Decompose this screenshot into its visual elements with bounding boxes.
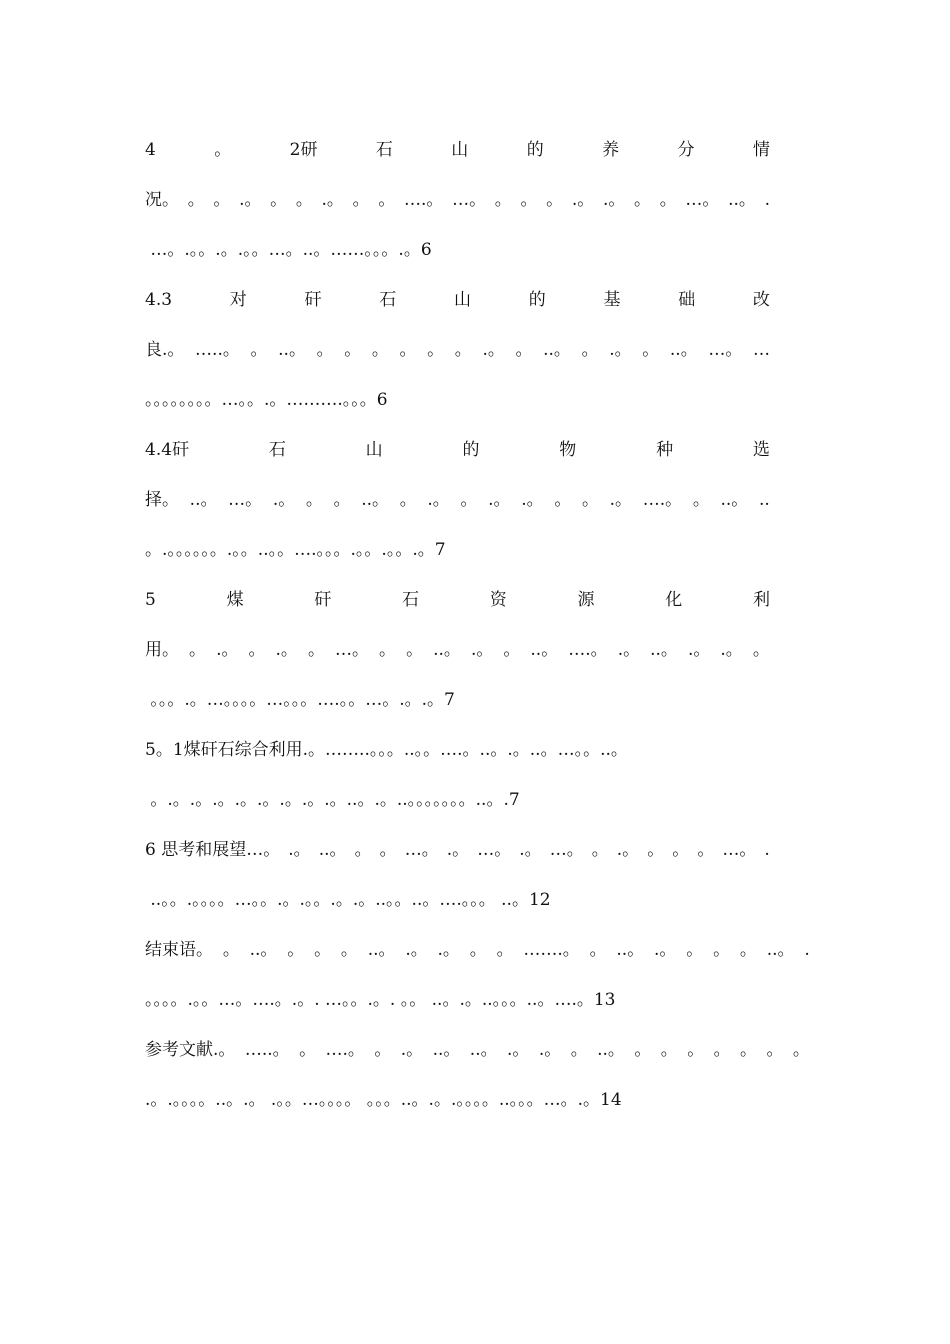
- toc-entry-4-2-line-2-seg-11: 。: [494, 190, 512, 210]
- toc-entry-4-3-line-2: [145, 336, 770, 386]
- toc-entry-5-line-2-seg-4: .。: [275, 640, 298, 660]
- toc-entry-4-2-line-1: [145, 136, 770, 186]
- toc-entry-5-line-2-seg-15: ..。: [650, 640, 678, 660]
- toc-entry-4-2-line-2-seg-20: .: [764, 190, 770, 210]
- table-of-contents: [145, 136, 810, 1136]
- toc-entry-4-2-line-2-seg-0: 况。: [145, 190, 179, 210]
- toc-entry-4-3-line-1-seg-0: 4.3: [145, 290, 173, 310]
- toc-entry-6-line-1-seg-11: .。: [616, 840, 640, 860]
- toc-entry-4-3-line-2-seg-12: ..。: [543, 340, 571, 360]
- toc-entry-conclusion-line-1-seg-12: 。: [589, 940, 607, 960]
- toc-entry-4-4-line-1-seg-5: 种: [656, 440, 674, 460]
- toc-entry-4-3-line-2-seg-4: 。: [316, 340, 334, 360]
- toc-entry-4-4-line-2-seg-18: ..: [758, 490, 770, 510]
- toc-entry-6-line-1-seg-10: 。: [591, 840, 609, 860]
- toc-entry-4-2-line-1-seg-6: 养: [602, 140, 620, 160]
- toc-entry-6-line-1-seg-6: .。: [446, 840, 470, 860]
- toc-entry-conclusion-line-1-seg-4: 。: [314, 940, 332, 960]
- toc-entry-4-2-line-2-seg-8: 。: [378, 190, 396, 210]
- toc-entry-6-line-1-seg-1: .。: [288, 840, 311, 860]
- toc-entry-conclusion-line-1-seg-9: 。: [469, 940, 487, 960]
- toc-entry-4-4-line-2-seg-0: 择。: [145, 490, 179, 510]
- toc-entry-6-line-1: [145, 836, 770, 886]
- toc-entry-4-3-line-2-seg-2: 。: [250, 340, 268, 360]
- toc-entry-conclusion-line-1-seg-5: 。: [340, 940, 358, 960]
- toc-entry-6-line-1-seg-2: ..。: [318, 840, 347, 860]
- toc-entry-4-3-line-2-seg-11: 。: [515, 340, 533, 360]
- toc-entry-4-4-line-2-seg-6: ..。: [361, 490, 390, 510]
- toc-entry-4-4-line-2-seg-4: 。: [305, 490, 323, 510]
- toc-entry-5-line-2-seg-9: ..。: [433, 640, 461, 660]
- toc-entry-4-3-line-2-seg-8: 。: [427, 340, 445, 360]
- toc-entry-4-4-line-1-seg-1: 石: [268, 440, 286, 460]
- toc-entry-references-line-1-seg-6: ..。: [432, 1040, 461, 1060]
- toc-entry-4-3-line-1-seg-5: 的: [528, 290, 546, 310]
- toc-entry-4-4-line-3: 。.。。。。。。.。。..。。….。。。.。。.。。.。7: [145, 540, 446, 560]
- toc-entry-4-4-line-2-seg-17: ..。: [720, 490, 749, 510]
- toc-entry-references-line-1-seg-14: 。: [687, 1040, 705, 1060]
- toc-entry-4-2-line-2-seg-19: ..。: [728, 190, 756, 210]
- toc-entry-5-line-2-seg-11: 。: [503, 640, 521, 660]
- toc-entry-references-line-1-seg-12: 。: [634, 1040, 652, 1060]
- toc-entry-4-2-line-1-seg-3: 石: [375, 140, 393, 160]
- toc-entry-4-3-line-1-seg-7: 础: [678, 290, 696, 310]
- toc-entry-4-2-line-3: …。.。。.。.。。…。..。……。。。.。6: [145, 240, 432, 260]
- toc-entry-4-4-line-2-seg-13: 。: [581, 490, 599, 510]
- toc-entry-6-line-1-seg-13: 。: [672, 840, 690, 860]
- toc-entry-4-2-line-2-seg-3: .。: [239, 190, 262, 210]
- toc-entry-references-line-1-seg-7: ..。: [469, 1040, 498, 1060]
- toc-entry-4-2-line-2-seg-12: 。: [520, 190, 538, 210]
- toc-entry-5-line-2-seg-3: 。: [248, 640, 266, 660]
- toc-entry-conclusion-line-1-seg-17: 。: [739, 940, 757, 960]
- toc-entry-4-4-line-2-seg-2: …。: [228, 490, 263, 510]
- toc-entry-4-3-line-2-seg-15: 。: [642, 340, 660, 360]
- toc-entry-5-line-1: [145, 586, 770, 636]
- toc-entry-references-line-1-seg-17: 。: [766, 1040, 784, 1060]
- toc-entry-4-3-line-2-seg-9: 。: [454, 340, 472, 360]
- toc-entry-4-2-line-1-seg-7: 分: [677, 140, 695, 160]
- toc-entry-4-2-line-2-seg-9: ….。: [404, 190, 444, 210]
- toc-entry-references-line-1-seg-15: 。: [713, 1040, 731, 1060]
- toc-entry-conclusion-line-1-seg-3: 。: [287, 940, 305, 960]
- toc-entry-5-line-2-seg-17: .。: [720, 640, 743, 660]
- toc-entry-4-2-line-2-seg-18: …。: [685, 190, 720, 210]
- toc-entry-references-line-1-seg-1: …..。: [244, 1040, 290, 1060]
- toc-entry-5-line-1-seg-2: 矸: [314, 590, 332, 610]
- toc-entry-4-2-line-2-seg-6: .。: [321, 190, 344, 210]
- toc-entry-4-3-line-2-seg-0: 良.。: [145, 340, 185, 360]
- toc-entry-4-4-line-2-seg-14: .。: [609, 490, 633, 510]
- toc-entry-4-4-line-1-seg-3: 的: [462, 440, 480, 460]
- toc-entry-references-line-1-seg-2: 。: [299, 1040, 317, 1060]
- toc-entry-conclusion-line-1-seg-10: 。: [496, 940, 514, 960]
- toc-entry-6-line-1-seg-5: …。: [404, 840, 439, 860]
- toc-entry-references-line-1-seg-16: 。: [740, 1040, 758, 1060]
- toc-entry-references-line-1-seg-8: .。: [507, 1040, 530, 1060]
- toc-entry-5-line-2-seg-13: ….。: [568, 640, 608, 660]
- toc-entry-5-line-2-seg-0: 用。: [145, 640, 179, 660]
- toc-entry-conclusion-line-1: [145, 936, 810, 986]
- toc-entry-references-line-1-seg-18: 。: [792, 1040, 810, 1060]
- toc-entry-references-line-1-seg-0: 参考文献.。: [145, 1040, 236, 1060]
- toc-entry-5-line-2-seg-10: .。: [470, 640, 494, 660]
- toc-entry-4-3-line-1-seg-2: 矸: [304, 290, 322, 310]
- toc-entry-4-4-line-2-seg-15: ….。: [642, 490, 683, 510]
- toc-entry-4-2-line-2-seg-2: 。: [213, 190, 231, 210]
- toc-entry-4-2-line-1-seg-4: 山: [451, 140, 469, 160]
- toc-entry-4-4-line-2-seg-8: .。: [427, 490, 450, 510]
- toc-entry-4-4-line-2-seg-1: ..。: [189, 490, 218, 510]
- toc-entry-4-4-line-2: [145, 486, 770, 536]
- toc-entry-4-2-line-2-seg-10: …。: [452, 190, 487, 210]
- toc-entry-4-3-line-2-seg-17: …。: [708, 340, 743, 360]
- toc-entry-4-4-line-2-seg-9: 。: [460, 490, 478, 510]
- toc-entry-6-line-1-seg-9: …。: [549, 840, 584, 860]
- toc-entry-4-2-line-2-seg-5: 。: [295, 190, 313, 210]
- toc-entry-6-line-1-seg-16: .: [764, 840, 770, 860]
- toc-entry-5-line-2-seg-6: …。: [335, 640, 369, 660]
- toc-entry-5-1-line-2: 。.。.。.。.。.。.。.。.。..。.。..。。。。。。。..。.7: [145, 790, 520, 810]
- toc-entry-6-line-1-seg-4: 。: [379, 840, 397, 860]
- toc-entry-5-line-1-seg-3: 石: [402, 590, 420, 610]
- toc-entry-4-2-line-1-seg-1: 。: [214, 140, 232, 160]
- toc-entry-5-line-2-seg-2: .。: [216, 640, 239, 660]
- toc-entry-conclusion-line-1-seg-16: 。: [713, 940, 731, 960]
- toc-entry-4-4-line-1: [145, 436, 770, 486]
- toc-entry-4-4-line-2-seg-7: 。: [399, 490, 417, 510]
- toc-entry-5-line-1-seg-7: 利: [752, 590, 770, 610]
- toc-entry-references-line-1: [145, 1036, 810, 1086]
- toc-entry-4-2-line-1-seg-8: 情: [752, 140, 770, 160]
- toc-entry-5-line-2-seg-5: 。: [307, 640, 325, 660]
- toc-entry-references-line-1-seg-3: ….。: [325, 1040, 365, 1060]
- toc-entry-5-line-2-seg-18: 。: [752, 640, 770, 660]
- toc-entry-4-3-line-2-seg-5: 。: [344, 340, 362, 360]
- toc-entry-conclusion-line-1-seg-14: .。: [654, 940, 677, 960]
- toc-entry-4-3-line-1-seg-1: 对: [229, 290, 247, 310]
- toc-entry-conclusion-line-1-seg-6: ..。: [367, 940, 396, 960]
- toc-entry-6-line-2: ..。。.。。。。…。。.。.。。.。.。..。。..。….。。。 ..。12: [145, 890, 551, 910]
- toc-entry-references-line-1-seg-10: 。: [570, 1040, 588, 1060]
- toc-entry-5-line-2-seg-14: .。: [617, 640, 641, 660]
- toc-entry-4-2-line-2-seg-4: 。: [270, 190, 288, 210]
- toc-entry-4-3-line-1-seg-4: 山: [453, 290, 471, 310]
- toc-entry-4-3-line-2-seg-3: ..。: [278, 340, 306, 360]
- toc-entry-4-4-line-1-seg-4: 物: [559, 440, 577, 460]
- toc-entry-4-2-line-1-seg-5: 的: [526, 140, 544, 160]
- toc-entry-4-4-line-2-seg-11: .。: [521, 490, 544, 510]
- toc-entry-4-3-line-1-seg-6: 基: [603, 290, 621, 310]
- toc-entry-4-2-line-2-seg-13: 。: [546, 190, 564, 210]
- toc-entry-5-line-1-seg-5: 源: [577, 590, 595, 610]
- toc-entry-5-line-1-seg-4: 资: [489, 590, 507, 610]
- toc-entry-conclusion-line-1-seg-8: .。: [437, 940, 460, 960]
- toc-entry-6-line-1-seg-8: .。: [519, 840, 542, 860]
- toc-entry-references-line-1-seg-11: ..。: [597, 1040, 625, 1060]
- toc-entry-4-4-line-2-seg-12: 。: [554, 490, 572, 510]
- toc-entry-4-3-line-2-seg-10: .。: [482, 340, 505, 360]
- toc-entry-4-2-line-1-seg-2: 2研: [289, 140, 318, 160]
- toc-entry-6-line-1-seg-0: 6 思考和展望…。: [145, 840, 281, 860]
- toc-entry-4-3-line-1-seg-8: 改: [752, 290, 770, 310]
- toc-entry-4-4-line-2-seg-16: 。: [692, 490, 710, 510]
- toc-entry-4-3-line-2-seg-16: ..。: [669, 340, 698, 360]
- toc-entry-conclusion-line-1-seg-0: 结束语。: [145, 940, 213, 960]
- toc-entry-4-3-line-2-seg-13: 。: [581, 340, 599, 360]
- toc-entry-4-2-line-2-seg-15: .。: [602, 190, 626, 210]
- toc-entry-conclusion-line-1-seg-2: ..。: [249, 940, 278, 960]
- toc-entry-5-line-2: [145, 636, 770, 686]
- toc-entry-4-4-line-1-seg-6: 选: [752, 440, 770, 460]
- toc-entry-references-line-1-seg-13: 。: [660, 1040, 678, 1060]
- toc-entry-4-2-line-2-seg-16: 。: [634, 190, 652, 210]
- toc-entry-5-line-1-seg-1: 煤: [226, 590, 244, 610]
- toc-entry-4-4-line-2-seg-5: 。: [333, 490, 351, 510]
- toc-entry-4-2-line-2-seg-7: 。: [352, 190, 370, 210]
- toc-entry-5-line-2-seg-8: 。: [406, 640, 424, 660]
- toc-entry-5-line-2-seg-1: 。: [189, 640, 207, 660]
- toc-entry-conclusion-line-1-seg-7: .。: [405, 940, 428, 960]
- toc-entry-4-2-line-2-seg-1: 。: [187, 190, 205, 210]
- toc-entry-4-2-line-2: [145, 186, 770, 236]
- toc-entry-4-3-line-2-seg-6: 。: [371, 340, 389, 360]
- toc-entry-4-2-line-2-seg-17: 。: [659, 190, 677, 210]
- toc-entry-conclusion-line-1-seg-11: …….。: [523, 940, 580, 960]
- toc-entry-4-3-line-2-seg-18: …: [753, 340, 770, 360]
- toc-entry-conclusion-line-1-seg-18: ..。: [766, 940, 795, 960]
- toc-entry-4-4-line-2-seg-10: .。: [488, 490, 511, 510]
- toc-entry-5-line-2-seg-7: 。: [379, 640, 397, 660]
- toc-entry-5-1-line-1: 5。1煤矸石综合利用.。……..。。。..。。….。..。.。..。…。。..。: [145, 740, 628, 760]
- toc-entry-6-line-1-seg-12: 。: [647, 840, 665, 860]
- toc-entry-4-3-line-1: [145, 286, 770, 336]
- toc-entry-conclusion-line-1-seg-15: 。: [686, 940, 704, 960]
- toc-entry-conclusion-line-2: 。。。。.。。…。….。.。. …。。.。. 。。 ..。.。..。。。..。….。13: [145, 990, 616, 1010]
- toc-entry-conclusion-line-1-seg-19: .: [804, 940, 810, 960]
- toc-entry-4-4-line-1-seg-2: 山: [365, 440, 383, 460]
- toc-entry-6-line-1-seg-7: …。: [477, 840, 512, 860]
- toc-entry-4-3-line-2-seg-1: …..。: [195, 340, 240, 360]
- toc-entry-5-line-3: 。。。.。…。。。。…。。。….。。…。.。.。7: [145, 690, 455, 710]
- toc-entry-4-4-line-2-seg-3: .。: [272, 490, 296, 510]
- toc-entry-4-3-line-1-seg-3: 石: [379, 290, 397, 310]
- toc-entry-references-line-1-seg-5: .。: [400, 1040, 424, 1060]
- toc-entry-4-3-line-3: 。。。。。。。。…。。.。……….。。。6: [145, 390, 388, 410]
- toc-entry-4-4-line-1-seg-0: 4.4矸: [145, 440, 190, 460]
- toc-entry-5-line-1-seg-6: 化: [665, 590, 683, 610]
- toc-entry-5-line-2-seg-12: ..。: [530, 640, 559, 660]
- toc-entry-6-line-1-seg-14: 。: [697, 840, 715, 860]
- toc-entry-4-3-line-2-seg-14: .。: [609, 340, 632, 360]
- toc-entry-4-2-line-1-seg-0: 4: [145, 140, 156, 160]
- toc-entry-6-line-1-seg-15: …。: [722, 840, 757, 860]
- toc-entry-4-2-line-2-seg-14: .。: [571, 190, 595, 210]
- toc-entry-references-line-2: .。.。。。。..。.。 .。。…。。。。 。。。..。.。.。。。。..。。。…。.。14: [145, 1090, 622, 1110]
- toc-entry-references-line-1-seg-4: 。: [374, 1040, 392, 1060]
- toc-entry-4-3-line-2-seg-7: 。: [399, 340, 417, 360]
- toc-entry-6-line-1-seg-3: 。: [354, 840, 372, 860]
- toc-entry-conclusion-line-1-seg-13: ..。: [616, 940, 645, 960]
- toc-entry-5-line-1-seg-0: 5: [145, 590, 156, 610]
- toc-entry-5-line-2-seg-16: .。: [687, 640, 711, 660]
- toc-entry-conclusion-line-1-seg-1: 。: [222, 940, 240, 960]
- toc-entry-references-line-1-seg-9: .。: [538, 1040, 562, 1060]
